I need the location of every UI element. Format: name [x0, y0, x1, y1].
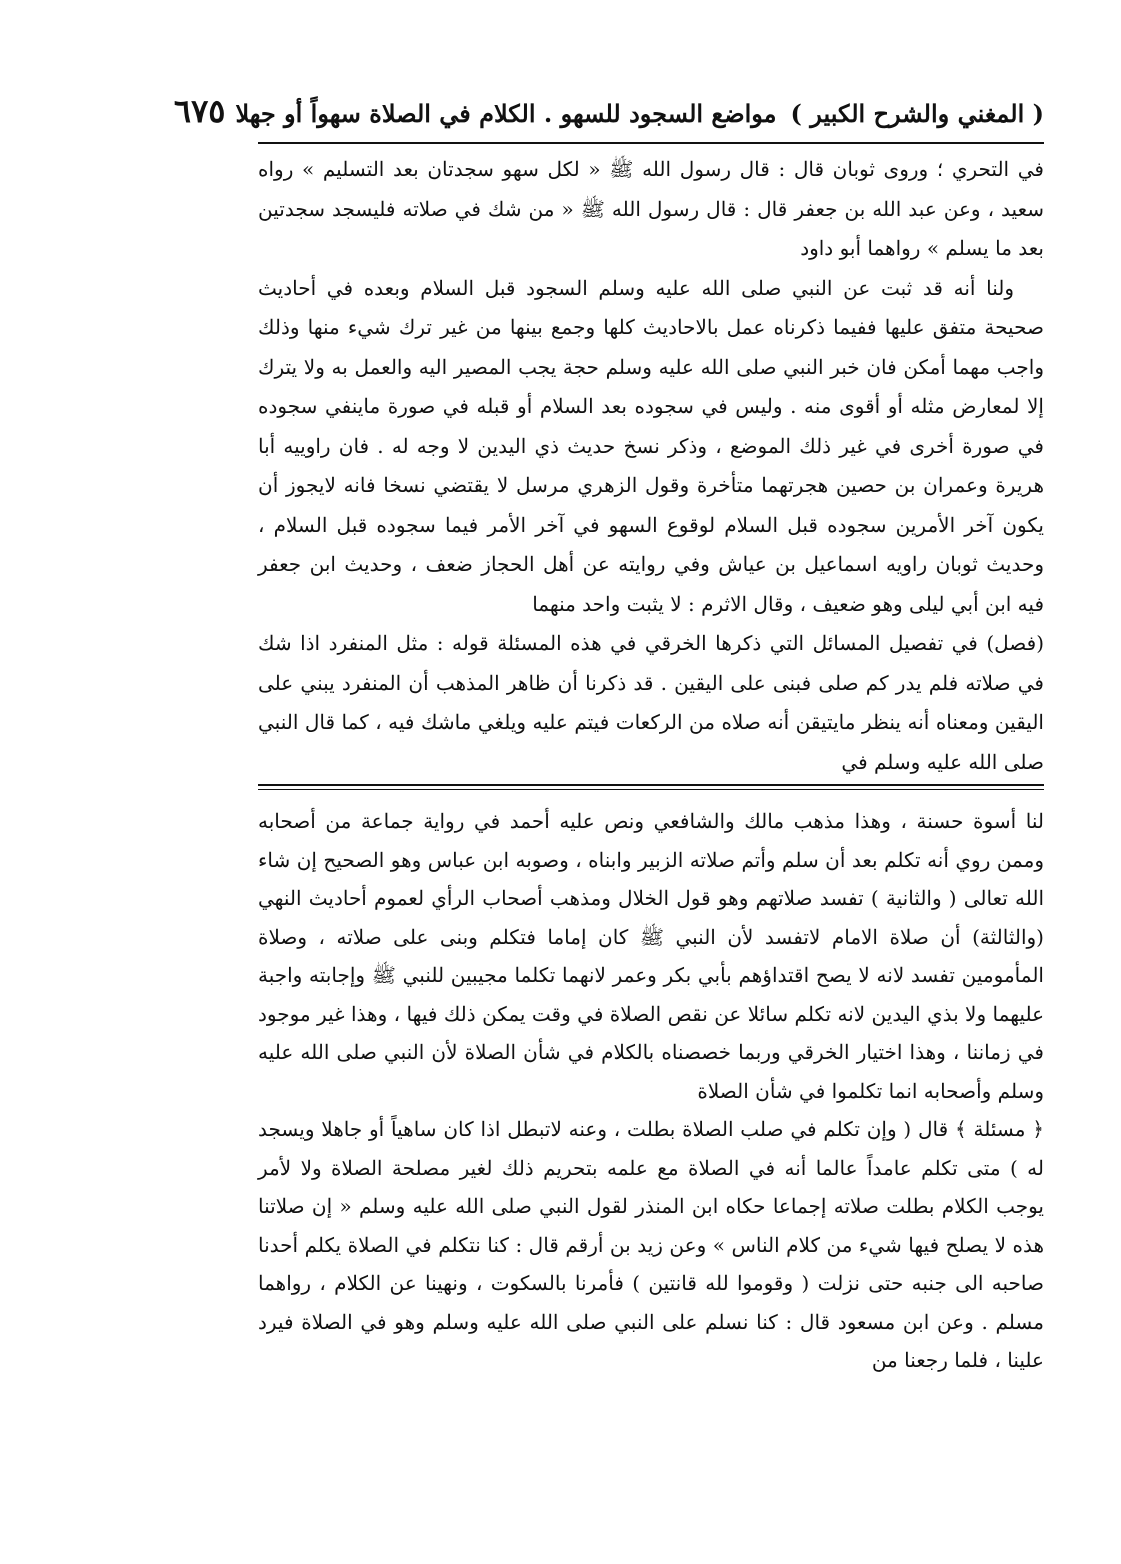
- upper-text-section: [258, 150, 1044, 782]
- paragraph: (فصل) في تفصيل المسائل التي ذكرها الخرقي في هذه المسئلة قوله : مثل المنفرد اذا شك في صلاته فلم يدر كم صلى فبنى على اليقين . قد ذكرنا أن ظاهر المذهب أن المنفرد يبني على اليقين ومعناه أنه ينظر مايتيقن أنه صلاه من الركعات فيتم عليه ويلغي ماشك فيه ، كما قال النبي صلى الله عليه وسلم في: [258, 631, 1044, 774]
- page-number: ٦٧٥: [173, 92, 226, 130]
- section-topic: مواضع السجود للسهو . الكلام في الصلاة سهواً أو جهلا: [235, 99, 777, 128]
- header-rule: [258, 142, 1044, 144]
- running-header: [173, 92, 1044, 142]
- paragraph: ﴿ مسئلة ﴾ قال ( وإن تكلم في صلب الصلاة بطلت ، وعنه لاتبطل اذا كان ساهياً أو جاهلا ويسجد له ) متى تكلم عامداً عالما أنه في الصلاة مع علمه بتحريم ذلك لغير مصلحة الصلاة ولا لأمر يوجب الكلام بطلت صلاته إجماعا حكاه ابن المنذر لقول النبي صلى الله عليه وسلم « إن صلاتنا هذه لا يصلح فيها شيء من كلام الناس » وعن زيد بن أرقم قال : كنا نتكلم في الصلاة يكلم أحدنا صاحبه الى جنبه حتى نزلت ( وقوموا لله قانتين ) فأمرنا بالسكوت ، ونهينا عن الكلام ، رواهما مسلم . وعن ابن مسعود قال : كنا نسلم على النبي صلى الله عليه وسلم وهو في الصلاة فيرد علينا ، فلما رجعنا من: [258, 1117, 1044, 1372]
- lower-text-section: [258, 802, 1044, 1380]
- section-divider: [258, 784, 1044, 790]
- book-page: [173, 92, 1044, 1512]
- paragraph: ولنا أنه قد ثبت عن النبي صلى الله عليه وسلم السجود قبل السلام وبعده في أحاديث صحيحة متفق عليها ففيما ذكرناه عمل بالاحاديث كلها وجمع بينها من غير ترك شيء منها وذلك واجب مهما أمكن فان خبر النبي صلى الله عليه وسلم حجة يجب المصير اليه والعمل به ولا يترك إلا لمعارض مثله أو أقوى منه . وليس في سجوده بعد السلام أو قبله في صورة ماينفي سجوده في صورة أخرى في غير ذلك الموضع ، وذكر نسخ حديث ذي اليدين لا وجه له . فان راوييه أبا هريرة وعمران بن حصين هجرتهما متأخرة وقول الزهري مرسل لا يقتضي نسخا فانه لايجوز أن يكون آخر الأمرين سجوده قبل السلام لوقوع السهو في آخر الأمر فيما سجوده قبل السلام ، وحديث ثوبان راويه اسماعيل بن عياش وفي روايته عن أهل الحجاز ضعف ، وحديث ابن جعفر فيه ابن أبي ليلى وهو ضعيف ، وقال الاثرم : لا يثبت واحد منهما: [258, 275, 1044, 616]
- paragraph: في التحري ؛ وروى ثوبان قال : قال رسول الله ﷺ « لكل سهو سجدتان بعد التسليم » رواه سعيد ، وعن عبد الله بن جعفر قال : قال رسول الله ﷺ « من شك في صلاته فليسجد سجدتين بعد ما يسلم » رواهما أبو داود: [258, 157, 1044, 260]
- paragraph: لنا أسوة حسنة ، وهذا مذهب مالك والشافعي ونص عليه أحمد في رواية جماعة من أصحابه وممن روي أنه تكلم بعد أن سلم وأتم صلاته الزبير وابناه ، وصوبه ابن عباس وهو الصحيح إن شاء الله تعالى ( والثانية ) تفسد صلاتهم وهو قول الخلال ومذهب أصحاب الرأي لعموم أحاديث النهي (والثالثة) أن صلاة الامام لاتفسد لأن النبي ﷺ كان إماما فتكلم وبنى على صلاته ، وصلاة المأمومين تفسد لانه لا يصح اقتداؤهم بأبي بكر وعمر لانهما تكلما مجيبين للنبي ﷺ وإجابته واجبة عليهما ولا بذي اليدين لانه تكلم سائلا عن نقص الصلاة في وقت يمكن ذلك فيها ، وهذا غير موجود في زماننا ، وهذا اختيار الخرقي وربما خصصناه بالكلام في شأن الصلاة لأن النبي صلى الله عليه وسلم وأصحابه انما تكلموا في شأن الصلاة: [258, 809, 1044, 1103]
- book-title: ( المغني والشرح الكبير ): [790, 99, 1044, 128]
